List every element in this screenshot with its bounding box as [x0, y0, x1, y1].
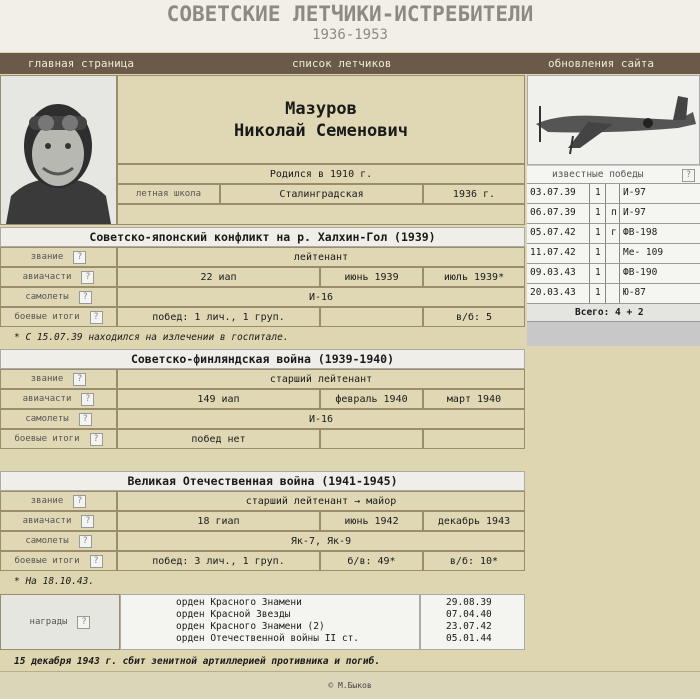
help-icon[interactable]: ?: [79, 535, 92, 548]
help-icon[interactable]: ?: [73, 495, 86, 508]
help-icon[interactable]: ?: [73, 373, 86, 386]
blank-row: [117, 204, 525, 225]
victory-type: И-97: [623, 207, 646, 218]
khalkhin-from: июнь 1939: [320, 267, 423, 287]
khalkhin-units-label: [0, 267, 117, 287]
column-divider: [589, 224, 590, 243]
column-divider: [589, 184, 590, 203]
school-label: летная школа: [117, 184, 220, 204]
ww2-planes-label: [0, 531, 117, 551]
khalkhin-empty: [320, 307, 423, 327]
victory-n: 1: [595, 287, 601, 298]
khalkhin-rank-label: [0, 247, 117, 267]
victory-t: г: [611, 227, 617, 238]
victory-n: 1: [595, 187, 601, 198]
victories-title-row: [527, 166, 700, 184]
victory-n: 1: [595, 227, 601, 238]
units-label: авиачасти: [22, 394, 72, 404]
column-divider: [605, 224, 606, 243]
victories-total: Всего: 4 + 2: [575, 307, 644, 318]
ww2-results-label: [0, 551, 117, 571]
column-divider: [605, 184, 606, 203]
pilot-surname: Мазуров: [285, 98, 357, 119]
award-date: 29.08.39: [446, 597, 492, 608]
khalkhin-vb: в/б: 5: [423, 307, 525, 327]
nav-updates-link[interactable]: обновления сайта: [548, 57, 654, 70]
column-divider: [619, 224, 620, 243]
finnish-rank: старший лейтенант: [117, 369, 525, 389]
section-khalkhin-title: Советско-японский конфликт на р. Халхин-Гол (1939): [0, 227, 525, 247]
victory-row: [527, 264, 700, 284]
finnish-from: февраль 1940: [320, 389, 423, 409]
column-divider: [605, 204, 606, 223]
award-name: орден Красной Звезды: [176, 609, 291, 620]
finnish-rank-label: [0, 369, 117, 389]
khalkhin-unit: 22 иап: [117, 267, 320, 287]
column-divider: [589, 204, 590, 223]
ww2-results: побед: 3 лич., 1 груп.: [117, 551, 320, 571]
victory-type: ФВ-198: [623, 227, 658, 238]
results-label: боевые итоги: [14, 312, 80, 322]
pilot-name: Николай Семенович: [234, 120, 408, 141]
victory-row: [527, 224, 700, 244]
site-title: СОВЕТСКИЕ ЛЕТЧИКИ-ИСТРЕБИТЕЛИ: [166, 2, 534, 26]
column-divider: [619, 284, 620, 303]
pilot-name-box: [117, 75, 525, 164]
award-name: орден Красного Знамени: [176, 597, 302, 608]
awards-label-text: награды: [29, 617, 68, 627]
finnish-empty-1: [320, 429, 423, 449]
help-icon[interactable]: ?: [81, 515, 94, 528]
help-icon[interactable]: ?: [90, 311, 103, 324]
help-icon[interactable]: ?: [79, 413, 92, 426]
finnish-to: март 1940: [423, 389, 525, 409]
award-name: орден Отечественной войны II ст.: [176, 633, 360, 644]
nav-home-link[interactable]: главная страница: [28, 57, 134, 70]
finnish-planes-label: [0, 409, 117, 429]
help-icon[interactable]: ?: [90, 433, 103, 446]
column-divider: [619, 244, 620, 263]
victory-date: 09.03.43: [530, 267, 576, 278]
planes-label: самолеты: [25, 536, 69, 546]
victories-total-row: [527, 304, 700, 322]
victory-type: ФВ-190: [623, 267, 658, 278]
pilot-born: Родился в 1910 г.: [117, 164, 525, 184]
column-divider: [605, 284, 606, 303]
finnish-spacer: [0, 449, 525, 469]
ww2-to: декабрь 1943: [423, 511, 525, 531]
ww2-rank-label: [0, 491, 117, 511]
fate-note: 15 декабря 1943 г. сбит зенитной артиллерией противника и погиб.: [0, 651, 525, 671]
column-divider: [589, 244, 590, 263]
column-divider: [589, 284, 590, 303]
khalkhin-planes-label: [0, 287, 117, 307]
khalkhin-to: июль 1939*: [423, 267, 525, 287]
victory-date: 03.07.39: [530, 187, 576, 198]
rank-label: звание: [30, 252, 64, 262]
awards-dates: [420, 594, 525, 650]
victory-row: [527, 204, 700, 224]
help-icon[interactable]: ?: [73, 251, 86, 264]
units-label: авиачасти: [22, 272, 72, 282]
column-divider: [619, 204, 620, 223]
nav-list-link[interactable]: список летчиков: [292, 57, 392, 70]
ww2-vb: в/б: 10*: [423, 551, 525, 571]
victory-n: 1: [595, 247, 601, 258]
award-date: 07.04.40: [446, 609, 492, 620]
planes-label: самолеты: [25, 414, 69, 424]
column-divider: [619, 264, 620, 283]
help-icon[interactable]: ?: [90, 555, 103, 568]
finnish-planes: И-16: [117, 409, 525, 429]
help-icon[interactable]: ?: [81, 271, 94, 284]
column-divider: [619, 184, 620, 203]
results-label: боевые итоги: [14, 556, 80, 566]
ww2-units-label: [0, 511, 117, 531]
victory-date: 06.07.39: [530, 207, 576, 218]
section-ww2-title: Великая Отечественная война (1941-1945): [0, 471, 525, 491]
footer: © М.Быков: [0, 671, 700, 699]
victory-row: [527, 284, 700, 304]
victory-t: п: [611, 207, 617, 218]
khalkhin-results-label: [0, 307, 117, 327]
victory-type: Ме- 109: [623, 247, 664, 258]
khalkhin-results: побед: 1 лич., 1 груп.: [117, 307, 320, 327]
award-name: орден Красного Знамени (2): [176, 621, 325, 632]
plane-photo: [527, 75, 700, 165]
victory-type: И-97: [623, 187, 646, 198]
victory-row: [527, 244, 700, 264]
column-divider: [589, 264, 590, 283]
site-header: [0, 0, 700, 52]
column-divider: [605, 244, 606, 263]
planes-label: самолеты: [25, 292, 69, 302]
rank-label: звание: [30, 374, 64, 384]
school-year: 1936 г.: [423, 184, 525, 204]
ww2-unit: 18 гиап: [117, 511, 320, 531]
victory-date: 05.07.42: [530, 227, 576, 238]
victory-date: 11.07.42: [530, 247, 576, 258]
award-date: 05.01.44: [446, 633, 492, 644]
finnish-empty-2: [423, 429, 525, 449]
ww2-rank: старший лейтенант → майор: [117, 491, 525, 511]
pilot-photo: [0, 75, 117, 225]
awards-list: [120, 594, 420, 650]
help-icon[interactable]: ?: [77, 616, 90, 629]
victory-n: 1: [595, 267, 601, 278]
victory-n: 1: [595, 207, 601, 218]
finnish-results-label: [0, 429, 117, 449]
victory-row: [527, 184, 700, 204]
column-divider: [605, 264, 606, 283]
results-label: боевые итоги: [14, 434, 80, 444]
victories-title: известные победы: [552, 169, 644, 180]
site-years: 1936-1953: [312, 27, 388, 43]
finnish-units-label: [0, 389, 117, 409]
finnish-results: побед нет: [117, 429, 320, 449]
ww2-note: * На 18.10.43.: [0, 571, 525, 591]
help-icon[interactable]: ?: [79, 291, 92, 304]
ww2-bv: б/в: 49*: [320, 551, 423, 571]
award-date: 23.07.42: [446, 621, 492, 632]
help-icon[interactable]: ?: [81, 393, 94, 406]
section-finnish-title: Советско-финляндская война (1939-1940): [0, 349, 525, 369]
nav-bar: [0, 53, 700, 74]
finnish-unit: 149 иап: [117, 389, 320, 409]
khalkhin-note: * С 15.07.39 находился на излечении в госпитале.: [0, 327, 525, 347]
rank-label: звание: [30, 496, 64, 506]
victory-date: 20.03.43: [530, 287, 576, 298]
victory-type: Ю-87: [623, 287, 646, 298]
help-icon[interactable]: ?: [682, 169, 695, 182]
ww2-from: июнь 1942: [320, 511, 423, 531]
awards-label: [0, 594, 120, 650]
ww2-planes: Як-7, Як-9: [117, 531, 525, 551]
school-name: Сталинградская: [220, 184, 423, 204]
right-filler: [527, 346, 700, 671]
khalkhin-rank: лейтенант: [117, 247, 525, 267]
khalkhin-planes: И-16: [117, 287, 525, 307]
units-label: авиачасти: [22, 516, 72, 526]
